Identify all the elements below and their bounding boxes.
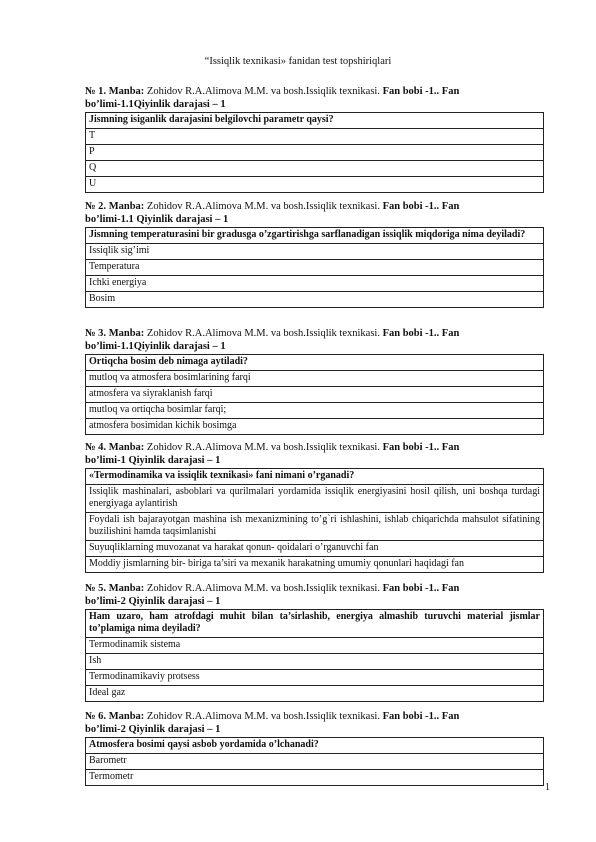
answer-option: Ish (86, 654, 544, 670)
answer-option: Suyuqliklarning muvozanat va harakat qonun- qoidalari o’rganuvchi fan (86, 541, 544, 557)
question-table (85, 609, 544, 702)
question-number: № 4. (85, 442, 107, 453)
difficulty-line: bo’limi-2 Qiyinlik darajasi – 1 (85, 723, 221, 735)
manba-label: Manba: (108, 201, 145, 212)
question-text: Jismning temperaturasini bir gradusga o’zgartirishga sarflanadigan issiqlik miqdoriga nima deyiladi? (86, 228, 544, 244)
question-block-4 (85, 442, 544, 573)
question-table (85, 227, 544, 308)
question-table (85, 354, 544, 435)
question-number: № 6. (85, 711, 107, 722)
difficulty-line: bo’limi-1.1 Qiyinlik darajasi – 1 (85, 213, 229, 225)
answer-option: Q (86, 161, 544, 177)
answer-option: Termodinamikaviy protsess (86, 670, 544, 686)
question-header (85, 711, 544, 736)
answer-option: mutloq va ortiqcha bosimlar farqi; (86, 403, 544, 419)
answer-option: Moddiy jismlarning bir- biriga ta’siri va mexanik harakatning umumiy qonunlari haqidagi fan (86, 557, 544, 573)
answer-option: Ideal gaz (86, 686, 544, 702)
answer-option: Barometr (86, 754, 544, 770)
answer-option: Termodinamik sistema (86, 638, 544, 654)
difficulty-line: bo’limi-1.1Qiyinlik darajasi – 1 (85, 340, 226, 352)
question-number: № 5. (85, 583, 107, 594)
manba-label: Manba: (108, 711, 145, 722)
source-text: Zohidov R.A.Alimova M.M. va bosh.Issiqlik texnikasi. (146, 86, 380, 97)
document-title: “Issiqlik texnikasi» fanidan test topshiriqlari (204, 56, 392, 67)
question-header (85, 583, 544, 608)
question-table (85, 112, 544, 193)
answer-option: atmosfera va siyraklanish farqi (86, 387, 544, 403)
question-block-1 (85, 86, 544, 193)
question-number: № 1. (85, 86, 107, 97)
source-text: Zohidov R.A.Alimova M.M. va bosh.Issiqlik texnikasi. (146, 711, 380, 722)
question-number: № 3. (85, 328, 107, 339)
manba-label: Manba: (108, 86, 145, 97)
fan-bobi: Fan bobi -1.. Fan (382, 86, 460, 97)
question-header (85, 86, 544, 111)
question-block-2 (85, 201, 544, 308)
manba-label: Manba: (108, 442, 145, 453)
question-text: Ortiqcha bosim deb nimaga aytiladi? (86, 355, 544, 371)
answer-option: T (86, 129, 544, 145)
difficulty-line: bo’limi-2 Qiyinlik darajasi – 1 (85, 595, 221, 607)
source-text: Zohidov R.A.Alimova M.M. va bosh.Issiqlik texnikasi. (146, 442, 380, 453)
source-text: Zohidov R.A.Alimova M.M. va bosh.Issiqlik texnikasi. (146, 201, 380, 212)
answer-option: P (86, 145, 544, 161)
difficulty-line: bo’limi-1.1Qiyinlik darajasi – 1 (85, 98, 226, 110)
answer-option: Bosim (86, 292, 544, 308)
question-table (85, 737, 544, 786)
answer-option: U (86, 177, 544, 193)
fan-bobi: Fan bobi -1.. Fan (382, 711, 460, 722)
question-number: № 2. (85, 201, 107, 212)
fan-bobi: Fan bobi -1.. Fan (382, 201, 460, 212)
question-text: Atmosfera bosimi qaysi asbob yordamida o’lchanadi? (86, 738, 544, 754)
page-number: 1 (545, 782, 550, 793)
source-text: Zohidov R.A.Alimova M.M. va bosh.Issiqlik texnikasi. (146, 583, 380, 594)
answer-option: Foydali ish bajarayotgan mashina ish mexanizmining to’g`ri ishlashini, ishlab chiqarichda mahsulot sifatining buzilishini hamda taqsimlanishi (86, 513, 544, 541)
question-block-5 (85, 583, 544, 702)
answer-option: Temperatura (86, 260, 544, 276)
answer-option: mutloq va atmosfera bosimlarining farqi (86, 371, 544, 387)
question-block-6 (85, 711, 544, 786)
answer-option: Termometr (86, 770, 544, 786)
question-header (85, 442, 544, 467)
difficulty-line: bo’limi-1 Qiyinlik darajasi – 1 (85, 454, 221, 466)
manba-label: Manba: (108, 583, 145, 594)
question-table (85, 468, 544, 573)
answer-option: Ichki energiya (86, 276, 544, 292)
fan-bobi: Fan bobi -1.. Fan (382, 328, 460, 339)
fan-bobi: Fan bobi -1.. Fan (382, 442, 460, 453)
question-text: Jismning isiganlik darajasini belgilovchi parametr qaysi? (86, 113, 544, 129)
answer-option: Issiqlik sig’imi (86, 244, 544, 260)
question-header (85, 201, 544, 226)
answer-option: atmosfera bosimidan kichik bosimga (86, 419, 544, 435)
manba-label: Manba: (108, 328, 145, 339)
question-text: Ham uzaro, ham atrofdagi muhit bilan ta’sirlashib, energiya almashib turuvchi material jismlar to’plamiga nima deyiladi? (86, 610, 544, 638)
question-header (85, 328, 544, 353)
answer-option: Issiqlik mashinalari, asboblari va qurilmalari yordamida issiqlik energiyasini hosil qilish, uni boshqa turdagi energiyaga aylantirish (86, 485, 544, 513)
source-text: Zohidov R.A.Alimova M.M. va bosh.Issiqlik texnikasi. (146, 328, 380, 339)
question-text: «Termodinamika va issiqlik texnikasi» fani nimani o’rganadi? (86, 469, 544, 485)
fan-bobi: Fan bobi -1.. Fan (382, 583, 460, 594)
question-block-3 (85, 328, 544, 435)
